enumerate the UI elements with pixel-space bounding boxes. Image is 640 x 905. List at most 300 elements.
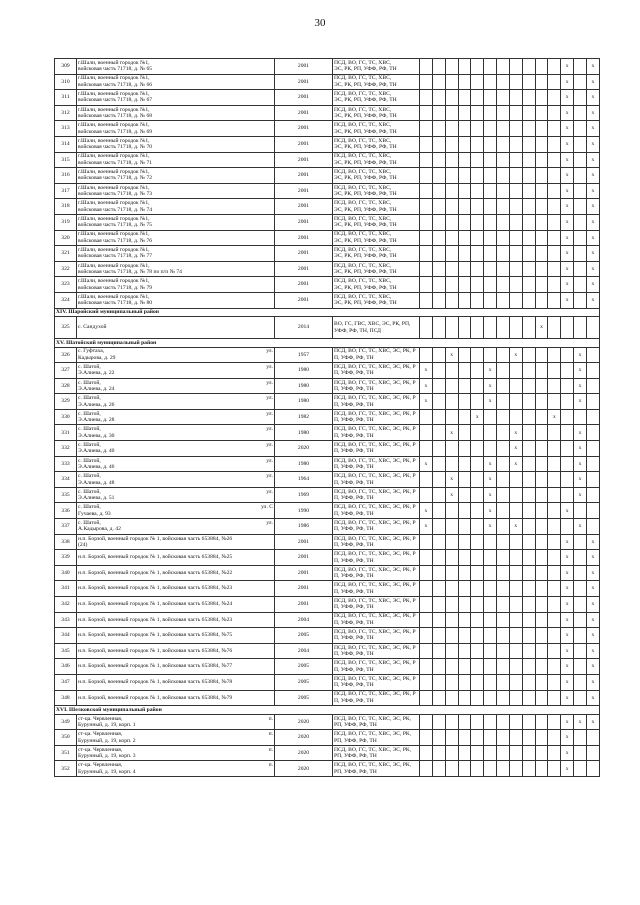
mark-cell xyxy=(471,581,484,597)
mark-cell: x xyxy=(561,690,574,706)
row-number: 340 xyxy=(55,565,77,581)
mark-cell xyxy=(497,714,510,730)
works-cell xyxy=(333,214,420,230)
works-line-2: РП, УФФ, РФ, ТН xyxy=(334,721,377,728)
address-locality: г.Шали, военный городок №1, xyxy=(78,293,150,300)
mark-cell xyxy=(509,230,522,246)
mark-cell xyxy=(458,690,471,706)
works-line-1: ПСД, ВО, ГС, ТС, ХВС, ЭС, РК, Р xyxy=(334,551,416,558)
street-prefix: ул. xyxy=(266,363,273,370)
year-cell: 2001 xyxy=(275,246,333,262)
works-line-1: ПСД, ВО, ГС, ТС, ХВС, ЭС, РК, Р xyxy=(334,691,416,698)
mark-cell: x xyxy=(561,761,574,777)
works-line-2: РП, УФФ, РФ, ТН xyxy=(334,768,377,775)
row-number: 339 xyxy=(55,550,77,566)
mark-cell xyxy=(445,90,458,106)
mark-cell xyxy=(535,597,548,613)
mark-cell xyxy=(445,519,458,535)
section-header-row xyxy=(55,706,600,715)
works-cell xyxy=(333,628,420,644)
works-cell xyxy=(333,565,420,581)
mark-cell xyxy=(509,105,522,121)
mark-cell: x xyxy=(586,214,599,230)
mark-cell xyxy=(574,550,587,566)
address-line-2: (24) xyxy=(78,541,88,548)
address-line-1 xyxy=(78,663,273,669)
address-cell xyxy=(77,317,275,339)
mark-cell xyxy=(535,378,548,394)
address-cell xyxy=(77,659,275,675)
mark-cell xyxy=(484,199,497,215)
address-line-1 xyxy=(78,695,273,701)
mark-cell xyxy=(484,246,497,262)
works-cell xyxy=(333,503,420,519)
address-line-2: войсковая часть 71718, д. № 67 xyxy=(78,97,153,104)
works-cell xyxy=(333,246,420,262)
mark-cell xyxy=(432,487,445,503)
mark-cell xyxy=(535,121,548,137)
row-number: 343 xyxy=(55,612,77,628)
address-locality: г.Шали, военный городок №1, xyxy=(78,200,150,207)
row-number: 350 xyxy=(55,730,77,746)
mark-cell: x xyxy=(586,183,599,199)
mark-cell xyxy=(445,456,458,472)
mark-cell xyxy=(445,761,458,777)
works-line-1: ПСД, ВО, ГС, ТС, ХВС, ЭС, РК, Р xyxy=(334,644,416,651)
address-locality: с. Шатой, xyxy=(78,363,101,370)
mark-cell xyxy=(484,74,497,90)
mark-cell xyxy=(432,292,445,308)
mark-cell xyxy=(574,674,587,690)
address-line-1 xyxy=(78,601,273,607)
works-line-2: П, УФФ, РФ, ТН xyxy=(334,588,374,595)
works-line-2: ЭС, РК, РП, УФФ, РФ, ТН xyxy=(334,97,397,104)
works-line-1: ПСД, ВО, ГС, ТС, ХВС, xyxy=(334,169,392,176)
mark-cell xyxy=(458,659,471,675)
row-number: 347 xyxy=(55,674,77,690)
mark-cell xyxy=(458,246,471,262)
mark-cell xyxy=(484,347,497,363)
mark-cell xyxy=(535,90,548,106)
mark-cell xyxy=(535,105,548,121)
table-row xyxy=(55,378,600,394)
address-cell xyxy=(77,59,275,75)
year-cell: 2001 xyxy=(275,550,333,566)
address-cell xyxy=(77,183,275,199)
mark-cell xyxy=(574,183,587,199)
address-locality: н.п. Борзой, военный городок № 1, войсковая часть 653884, №22 xyxy=(78,569,233,576)
mark-cell xyxy=(458,292,471,308)
mark-cell xyxy=(445,581,458,597)
mark-cell xyxy=(522,456,535,472)
mark-cell xyxy=(420,317,433,339)
mark-cell xyxy=(509,730,522,746)
mark-cell xyxy=(471,214,484,230)
mark-cell xyxy=(586,394,599,410)
mark-cell xyxy=(458,628,471,644)
year-cell: 1980 xyxy=(275,363,333,379)
mark-cell xyxy=(548,628,561,644)
mark-cell xyxy=(535,730,548,746)
mark-cell xyxy=(471,121,484,137)
mark-cell xyxy=(497,761,510,777)
mark-cell xyxy=(522,519,535,535)
mark-cell xyxy=(420,472,433,488)
table-row xyxy=(55,74,600,90)
mark-cell xyxy=(535,394,548,410)
mark-cell xyxy=(432,730,445,746)
mark-cell xyxy=(497,456,510,472)
works-cell xyxy=(333,230,420,246)
works-line-1: ПСД, ВО, ГС, ТС, ХВС, ЭС, РК, Р xyxy=(334,660,416,667)
mark-cell xyxy=(497,168,510,184)
mark-cell xyxy=(586,441,599,457)
mark-cell xyxy=(509,183,522,199)
mark-cell xyxy=(522,565,535,581)
mark-cell xyxy=(497,472,510,488)
mark-cell xyxy=(548,659,561,675)
mark-cell xyxy=(471,761,484,777)
address-locality: с. Шатой, xyxy=(78,457,101,464)
mark-cell xyxy=(535,230,548,246)
mark-cell xyxy=(432,214,445,230)
mark-cell xyxy=(574,214,587,230)
mark-cell xyxy=(458,581,471,597)
mark-cell xyxy=(458,409,471,425)
mark-cell xyxy=(548,136,561,152)
address-line-2: Э.Алиева, д. 28 xyxy=(78,417,115,424)
mark-cell: x xyxy=(561,745,574,761)
mark-cell: x xyxy=(574,487,587,503)
mark-cell xyxy=(586,503,599,519)
mark-cell: x xyxy=(586,230,599,246)
address-line-2: войсковая часть 71718, д. № 79 xyxy=(78,284,153,291)
mark-cell xyxy=(535,643,548,659)
mark-cell xyxy=(484,690,497,706)
mark-cell xyxy=(484,168,497,184)
works-line-2: ЭС, РК, РП, УФФ, РФ, ТН xyxy=(334,284,397,291)
mark-cell: x xyxy=(574,347,587,363)
works-line-2: П, УФФ, РФ, ТН xyxy=(334,573,374,580)
mark-cell xyxy=(497,261,510,277)
mark-cell xyxy=(522,394,535,410)
mark-cell: x xyxy=(420,363,433,379)
mark-cell xyxy=(535,761,548,777)
table-row xyxy=(55,199,600,215)
works-line-1: ПСД, ВО, ГС, ТС, ХВС, ЭС, РК, Р xyxy=(334,457,416,464)
mark-cell xyxy=(445,59,458,75)
mark-cell xyxy=(458,441,471,457)
mark-cell xyxy=(471,730,484,746)
works-line-1: ПСД, ВО, ГС, ТС, ХВС, xyxy=(334,91,392,98)
address-line-1 xyxy=(78,632,273,638)
works-line-1: ПСД, ВО, ГС, ТС, ХВС, xyxy=(334,215,392,222)
mark-cell xyxy=(484,730,497,746)
mark-cell: x xyxy=(586,59,599,75)
table-row xyxy=(55,745,600,761)
mark-cell xyxy=(548,745,561,761)
mark-cell xyxy=(535,277,548,293)
mark-cell xyxy=(445,628,458,644)
mark-cell xyxy=(497,674,510,690)
mark-cell xyxy=(484,183,497,199)
address-cell xyxy=(77,628,275,644)
mark-cell xyxy=(548,152,561,168)
row-number: 315 xyxy=(55,152,77,168)
table-row xyxy=(55,472,600,488)
mark-cell xyxy=(445,378,458,394)
mark-cell xyxy=(561,456,574,472)
row-number: 328 xyxy=(55,378,77,394)
mark-cell xyxy=(458,214,471,230)
mark-cell xyxy=(522,168,535,184)
table-row xyxy=(55,292,600,308)
mark-cell xyxy=(445,105,458,121)
table-row xyxy=(55,168,600,184)
mark-cell xyxy=(509,745,522,761)
street-prefix: ул. xyxy=(266,379,273,386)
mark-cell: x xyxy=(586,168,599,184)
works-line-1: ПСД, ВО, ГС, ТС, ХВС, xyxy=(334,262,392,269)
mark-cell xyxy=(484,534,497,550)
address-line-2: войсковая часть 71718, д. № 75 xyxy=(78,222,153,229)
mark-cell xyxy=(574,246,587,262)
mark-cell xyxy=(574,121,587,137)
works-line-2: РП, УФФ, РФ, ТН xyxy=(334,753,377,760)
mark-cell xyxy=(548,581,561,597)
mark-cell xyxy=(432,261,445,277)
address-line-1 xyxy=(78,679,273,685)
year-cell: 1986 xyxy=(275,519,333,535)
mark-cell xyxy=(586,317,599,339)
works-line-2: П, УФФ, РФ, ТН xyxy=(334,619,374,626)
mark-cell xyxy=(432,441,445,457)
mark-cell xyxy=(548,347,561,363)
mark-cell xyxy=(471,659,484,675)
mark-cell xyxy=(471,441,484,457)
mark-cell xyxy=(432,105,445,121)
mark-cell xyxy=(484,425,497,441)
mark-cell xyxy=(522,730,535,746)
year-cell: 2001 xyxy=(275,214,333,230)
year-cell: 2004 xyxy=(275,643,333,659)
mark-cell xyxy=(420,230,433,246)
housing-register-table xyxy=(54,58,600,777)
mark-cell xyxy=(471,456,484,472)
mark-cell xyxy=(471,74,484,90)
mark-cell: x xyxy=(574,714,587,730)
mark-cell xyxy=(535,183,548,199)
mark-cell xyxy=(471,105,484,121)
table-row xyxy=(55,261,600,277)
mark-cell: x xyxy=(574,456,587,472)
mark-cell xyxy=(471,674,484,690)
mark-cell: x xyxy=(586,277,599,293)
address-cell xyxy=(77,581,275,597)
mark-cell xyxy=(458,261,471,277)
mark-cell xyxy=(522,581,535,597)
mark-cell: x xyxy=(586,550,599,566)
mark-cell xyxy=(548,90,561,106)
year-cell: 2004 xyxy=(275,612,333,628)
row-number: 326 xyxy=(55,347,77,363)
mark-cell xyxy=(548,261,561,277)
row-number: 345 xyxy=(55,643,77,659)
row-number: 334 xyxy=(55,472,77,488)
works-line-2: П, УФФ, РФ, ТН xyxy=(334,448,374,455)
mark-cell xyxy=(432,534,445,550)
address-line-2: войсковая часть 71718, д. № 78 по п/п № 74 xyxy=(78,269,182,276)
row-number: 349 xyxy=(55,714,77,730)
address-cell xyxy=(77,643,275,659)
row-number: 329 xyxy=(55,394,77,410)
mark-cell: x xyxy=(586,74,599,90)
mark-cell xyxy=(509,674,522,690)
row-number: 332 xyxy=(55,441,77,457)
works-line-1: ПСД, ВО, ГС, ТС, ХВС, ЭС, РК, Р xyxy=(334,519,416,526)
mark-cell xyxy=(574,105,587,121)
mark-cell xyxy=(574,597,587,613)
mark-cell xyxy=(484,581,497,597)
year-cell: 2001 xyxy=(275,121,333,137)
address-locality: г.Шали, военный городок №1, xyxy=(78,122,150,129)
works-cell xyxy=(333,487,420,503)
mark-cell xyxy=(497,378,510,394)
mark-cell xyxy=(522,121,535,137)
mark-cell xyxy=(484,550,497,566)
mark-cell: x xyxy=(561,214,574,230)
mark-cell xyxy=(522,472,535,488)
mark-cell xyxy=(420,347,433,363)
works-line-2: П, УФФ, РФ, ТН xyxy=(334,541,374,548)
mark-cell xyxy=(420,136,433,152)
mark-cell xyxy=(432,425,445,441)
mark-cell xyxy=(471,745,484,761)
mark-cell xyxy=(535,214,548,230)
mark-cell xyxy=(522,261,535,277)
mark-cell xyxy=(420,659,433,675)
mark-cell xyxy=(522,714,535,730)
mark-cell xyxy=(445,136,458,152)
mark-cell xyxy=(522,230,535,246)
mark-cell xyxy=(509,136,522,152)
mark-cell xyxy=(420,441,433,457)
mark-cell xyxy=(458,456,471,472)
mark-cell xyxy=(471,487,484,503)
address-locality: с. Шатой, xyxy=(78,473,101,480)
address-cell xyxy=(77,292,275,308)
works-line-2: ЭС, РК, РП, УФФ, РФ, ТН xyxy=(334,144,397,151)
address-cell xyxy=(77,105,275,121)
mark-cell: x xyxy=(586,292,599,308)
works-cell xyxy=(333,59,420,75)
works-line-1: ПСД, ВО, ГС, ТС, ХВС, xyxy=(334,59,392,66)
mark-cell xyxy=(420,690,433,706)
row-number: 346 xyxy=(55,659,77,675)
mark-cell xyxy=(522,90,535,106)
mark-cell xyxy=(586,761,599,777)
mark-cell xyxy=(509,628,522,644)
mark-cell xyxy=(420,534,433,550)
table-row xyxy=(55,456,600,472)
table-row xyxy=(55,628,600,644)
address-line-2: Бурунный, д. 19, корп. 3 xyxy=(78,753,136,760)
address-locality: г.Шали, военный городок №1, xyxy=(78,106,150,113)
mark-cell xyxy=(458,714,471,730)
mark-cell xyxy=(432,121,445,137)
mark-cell xyxy=(509,277,522,293)
mark-cell xyxy=(484,409,497,425)
address-cell xyxy=(77,597,275,613)
mark-cell: x xyxy=(586,714,599,730)
mark-cell xyxy=(420,121,433,137)
mark-cell xyxy=(445,74,458,90)
row-number: 323 xyxy=(55,277,77,293)
mark-cell xyxy=(420,612,433,628)
works-cell xyxy=(333,643,420,659)
mark-cell xyxy=(458,519,471,535)
mark-cell xyxy=(445,597,458,613)
mark-cell xyxy=(522,550,535,566)
mark-cell xyxy=(445,690,458,706)
mark-cell xyxy=(471,550,484,566)
table-row xyxy=(55,425,600,441)
mark-cell xyxy=(497,534,510,550)
mark-cell xyxy=(522,214,535,230)
row-number: 314 xyxy=(55,136,77,152)
page-number: 30 xyxy=(314,17,326,29)
year-cell: 1980 xyxy=(275,394,333,410)
mark-cell xyxy=(561,394,574,410)
mark-cell xyxy=(548,230,561,246)
works-line-1: ПСД, ВО, ГС, ТС, ХВС, ЭС, РК, Р xyxy=(334,629,416,636)
year-cell: 2005 xyxy=(275,690,333,706)
address-cell xyxy=(77,487,275,503)
address-line-2: войсковая часть 71718, д. № 74 xyxy=(78,206,153,213)
row-number: 324 xyxy=(55,292,77,308)
mark-cell xyxy=(471,90,484,106)
mark-cell xyxy=(420,59,433,75)
table-row xyxy=(55,519,600,535)
address-locality: с. Сандухой xyxy=(78,324,107,331)
year-cell: 2001 xyxy=(275,90,333,106)
works-cell xyxy=(333,714,420,730)
mark-cell xyxy=(548,378,561,394)
works-line-2: ЭС, РК, РП, УФФ, РФ, ТН xyxy=(334,66,397,73)
street-prefix: ул. xyxy=(266,441,273,448)
mark-cell: x xyxy=(561,643,574,659)
mark-cell: x xyxy=(561,659,574,675)
mark-cell xyxy=(561,347,574,363)
year-cell: 1969 xyxy=(275,487,333,503)
mark-cell: x xyxy=(445,487,458,503)
mark-cell xyxy=(548,674,561,690)
mark-cell: x xyxy=(509,441,522,457)
works-cell xyxy=(333,394,420,410)
mark-cell xyxy=(497,121,510,137)
table-row xyxy=(55,394,600,410)
year-cell: 2020 xyxy=(275,441,333,457)
mark-cell xyxy=(548,317,561,339)
year-cell: 2020 xyxy=(275,714,333,730)
table-row xyxy=(55,487,600,503)
works-line-2: П, УФФ, РФ, ТН xyxy=(334,651,374,658)
mark-cell xyxy=(458,136,471,152)
year-cell: 2001 xyxy=(275,168,333,184)
mark-cell xyxy=(535,425,548,441)
works-line-2: ЭС, РК, РП, УФФ, РФ, ТН xyxy=(334,237,397,244)
mark-cell xyxy=(432,59,445,75)
